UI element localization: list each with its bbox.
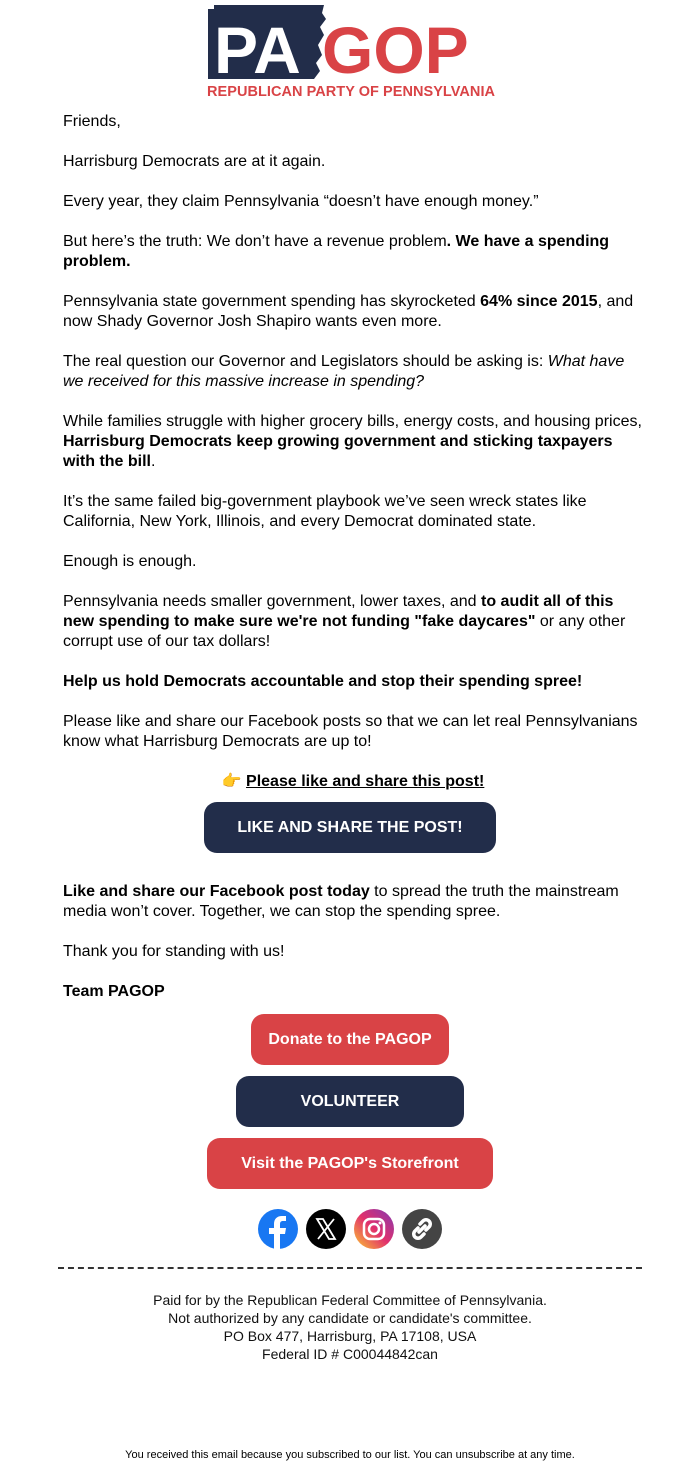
facebook-icon[interactable] (258, 1209, 298, 1249)
paragraph: Harrisburg Democrats are at it again. (63, 153, 326, 170)
paragraph: Pennsylvania state government spending has skyrocketed 64% since 2015, and now Shady Governor Josh Shapiro wants even more. (63, 293, 634, 330)
paragraph: But here’s the truth: We don’t have a revenue problem. We have a spending problem. (63, 233, 610, 270)
share-post-link[interactable]: Please like and share this post! (246, 773, 485, 790)
instagram-icon[interactable] (354, 1209, 394, 1249)
svg-text:REPUBLICAN PARTY OF PENNSYLVAN: REPUBLICAN PARTY OF PENNSYLVANIA (207, 84, 495, 99)
paragraph: While families struggle with higher grocery bills, energy costs, and housing prices, Harrisburg Democrats keep growing government and sticking taxpayers with the bill. (63, 413, 642, 470)
like-share-button[interactable]: LIKE AND SHARE THE POST! (204, 802, 496, 853)
divider (58, 1267, 642, 1269)
paragraph: Pennsylvania needs smaller government, lower taxes, and to audit all of this new spending to make sure we're not funding "fake daycares" or any other corrupt use of our tax dollars! (63, 593, 626, 650)
signature: Team PAGOP (63, 983, 165, 1000)
pointing-hand-icon: 👉 (221, 773, 242, 790)
volunteer-button[interactable]: VOLUNTEER (236, 1076, 464, 1127)
unsubscribe-notice: You received this email because you subscribed to our list. You can unsubscribe at any time. (125, 1449, 575, 1461)
paragraph: Thank you for standing with us! (63, 943, 285, 960)
paragraph: Every year, they claim Pennsylvania “doesn’t have enough money.” (63, 193, 539, 210)
paragraph: Enough is enough. (63, 553, 197, 570)
svg-text:GOP: GOP (322, 13, 469, 87)
x-icon[interactable] (306, 1209, 346, 1249)
paragraph: The real question our Governor and Legislators should be asking is: What have we received for this massive increase in spending? (63, 353, 625, 390)
email-body (63, 112, 643, 1022)
storefront-button[interactable]: Visit the PAGOP's Storefront (207, 1138, 493, 1189)
pagop-logo (206, 5, 496, 99)
paragraph: It’s the same failed big-government playbook we’ve seen wreck states like California, New York, Illinois, and every Democrat dominated state. (63, 493, 587, 530)
greeting: Friends, (63, 113, 121, 130)
svg-text:PA: PA (214, 13, 301, 87)
paragraph: Please like and share our Facebook posts so that we can let real Pennsylvanians know what Harrisburg Democrats are up to! (63, 713, 638, 750)
link-icon[interactable] (402, 1209, 442, 1249)
donate-button[interactable]: Donate to the PAGOP (251, 1014, 449, 1065)
paragraph: Like and share our Facebook post today to spread the truth the mainstream media won’t cover. Together, we can stop the spending spree. (63, 883, 619, 920)
paragraph: Help us hold Democrats accountable and stop their spending spree! (63, 673, 583, 690)
social-links (258, 1209, 442, 1249)
footer-disclaimer: Paid for by the Republican Federal Committee of Pennsylvania. Not authorized by any candidate or candidate's committee. PO Box 477, Harrisburg, PA 17108, USA Federal ID # C00044842can (153, 1292, 547, 1362)
